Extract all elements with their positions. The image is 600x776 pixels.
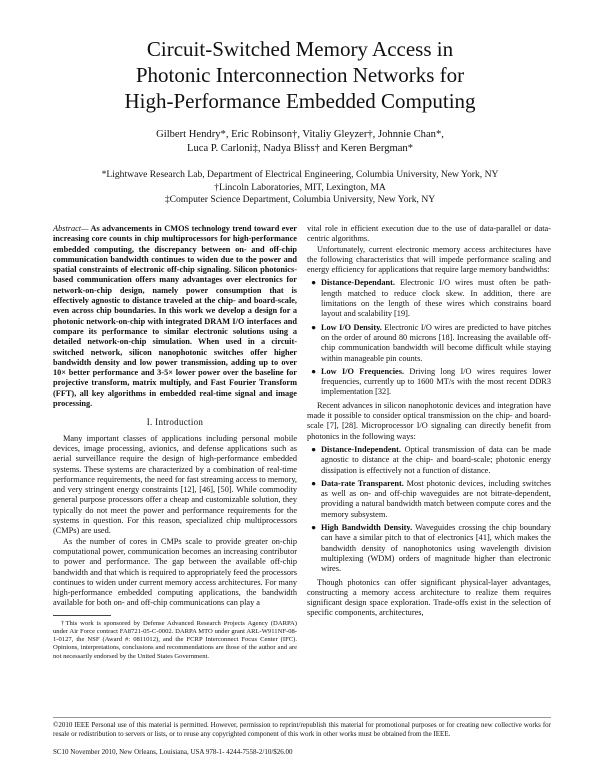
continued-paragraph: vital role in efficient execution due to the use of data-parallel or data-centric algorithms. [307, 224, 551, 244]
intro-paragraph-2: As the number of cores in CMPs scale to provide greater on-chip computational power, communication becomes an increasing contributor to power and performance. The gap between the available off-chip bandwidth and that which is required to appropriately feed the processors continues to widen under current memory access architectures. For many high-performance embedded computing applications, the bandwidth available for both on- and off-chip communications can play a [53, 536, 297, 608]
bullet-icon: ● [311, 478, 317, 488]
abstract-lead: Abstract— [53, 224, 89, 233]
list-item: ● Distance-Dependant. Electronic I/O wires must often be path-length matched to reduce clock skew. In addition, there are limitations on the length of these wires which constrains board layout and scalability [19]. [311, 278, 551, 319]
left-column [53, 224, 297, 661]
electronic-limitations-list [307, 278, 551, 397]
authors-line-1: Gilbert Hendry*, Eric Robinson†, Vitaliy Gleyzer†, Johnnie Chan*, [156, 129, 444, 140]
author-list [0, 128, 600, 156]
title-line-3: High-Performance Embedded Computing [124, 89, 476, 113]
photonics-advances-paragraph: Recent advances in silicon nanophotonic devices and integration have made it possible to consider optical transmission on the chip- and board-scale [7], [28]. Microprocessor I/O signaling can directly benefit from photonics in the following ways: [307, 400, 551, 441]
photonic-benefits-list [307, 445, 551, 575]
copyright-notice: ©2010 IEEE Personal use of this material is permitted. However, permission to reprint/republish this material for promotional purposes or for creating new collective works for resale or redistribution to servers or lists, or to reuse any copyrighted component of this work in other works must be obtained from the IEEE. [53, 721, 551, 738]
bullet-icon: ● [311, 366, 317, 376]
title-line-2: Photonic Interconnection Networks for [135, 63, 465, 87]
list-item: ● High Bandwidth Density. Waveguides crossing the chip boundary can have a similar pitch to that of electronics [41], which makes the bandwidth density of nanophotonics using wavelength division multiplexing (WDM) orders of magnitude higher than electronic wires. [311, 523, 551, 574]
paper-title [0, 36, 600, 114]
limitations-paragraph: Unfortunately, current electronic memory access architectures have the following characteristics that will impede performance scaling and energy efficiency for applications that require large memory bandwidths: [307, 244, 551, 275]
conference-info: SC10 November 2010, New Orleans, Louisiana, USA 978-1- 4244-7558-2/10/$26.00 [53, 748, 293, 756]
affiliations [0, 169, 600, 207]
intro-paragraph-1: Many important classes of applications including personal mobile devices, image processing, avionics, and defense applications such as aerial surveillance require the design of high-performance embedded systems. These systems are characterized by a combination of real-time performance requirements, the need for fast streaming access to memory, and very stringent energy constraints [12], [46], [50]. While commodity general purpose processors offer a cheap and customizable solution, they typically do not meet the power and performance requirements for the systems in question. For this reason, specialized chip multiprocessors (CMPs) are used. [53, 433, 297, 536]
footnote-divider [53, 615, 111, 616]
affiliation-columbia-cs: ‡Computer Science Department, Columbia University, New York, NY [164, 194, 436, 205]
list-item: ● Low I/O Frequencies. Driving long I/O wires requires lower frequencies, currently up to 1600 MT/s with the most recent DDR3 implementation [32]. [311, 366, 551, 397]
section-heading-introduction: I. Introduction [146, 417, 204, 428]
bullet-icon: ● [311, 444, 317, 454]
tradeoffs-paragraph: Though photonics can offer significant physical-layer advantages, constructing a memory access architecture to realize them requires significant design space exploration. Trade-offs exist in the selection of specific components, architectures, [307, 577, 551, 618]
bullet-icon: ● [311, 523, 317, 533]
abstract [53, 224, 297, 409]
list-item: ● Data-rate Transparent. Most photonic devices, including switches as well as on- and off-chip waveguides are not bitrate-dependent, providing a natural bandwidth match between compute cores and the memory subsystem. [311, 478, 551, 519]
funding-footnote: †This work is sponsored by Defense Advanced Research Projects Agency (DARPA) under Air Force contract FA8721-05-C-0002. DARPA MTO under grant ARL-W911NF-08-1-0127, the NSF (Award #: 0811012), and the FCRP Interconnect Focus Center (IFC). Opinions, interpretations, conclusions and recommendations are those of the author and are not necessarily endorsed by the United States Government. [53, 619, 297, 660]
right-column [307, 224, 551, 619]
copyright-divider [53, 717, 551, 718]
abstract-text: As advancements in CMOS technology trend toward ever increasing core counts in chip multiprocessors for high-performance embedded computing, the discrepancy between on- and off-chip communication bandwidth continues to widen due to the power and spatial constraints of electronic off-chip signaling. Silicon photonics-based communication offers many advantages over electronics for network-on-chip design, namely power consumption that is effectively agnostic to distance traveled at the chip- and board-scale, even across chip boundaries. In this work we develop a design for a photonic network-on-chip with integrated DRAM I/O interfaces and compare its performance to similar electronic solutions using a detailed network-on-chip simulation. When used in a circuit-switched network, silicon nanophotonic switches offer higher bandwidth density and low power transmission, adding up to over 10× better performance and 3-5× lower power over the baseline for projective transform, matrix multiply, and Fast Fourier Transform (FFT), all key algorithms in embedded real-time signal and image processing. [53, 224, 297, 409]
affiliation-mit-lincoln: †Lincoln Laboratories, MIT, Lexington, MA [214, 181, 386, 193]
list-item: ● Distance-Independent. Optical transmission of data can be made agnostic to distance at the chip- and board-scale; photonic energy dissipation is effectively not a function of distance. [311, 444, 551, 475]
list-item: ● Low I/O Density. Electronic I/O wires are predicted to have pitches on the order of around 80 microns [18]. Increasing the available off-chip communication bandwidth will become difficult while staying within manageable pin counts. [311, 322, 552, 363]
authors-line-2: Luca P. Carloni‡, Nadya Bliss† and Keren Bergman* [186, 143, 414, 154]
title-line-1: Circuit-Switched Memory Access in [146, 37, 454, 61]
affiliation-columbia-ee: *Lightwave Research Lab, Department of Electrical Engineering, Columbia University, New York, NY [101, 169, 499, 180]
bullet-icon: ● [311, 278, 317, 288]
bullet-icon: ● [311, 322, 317, 332]
